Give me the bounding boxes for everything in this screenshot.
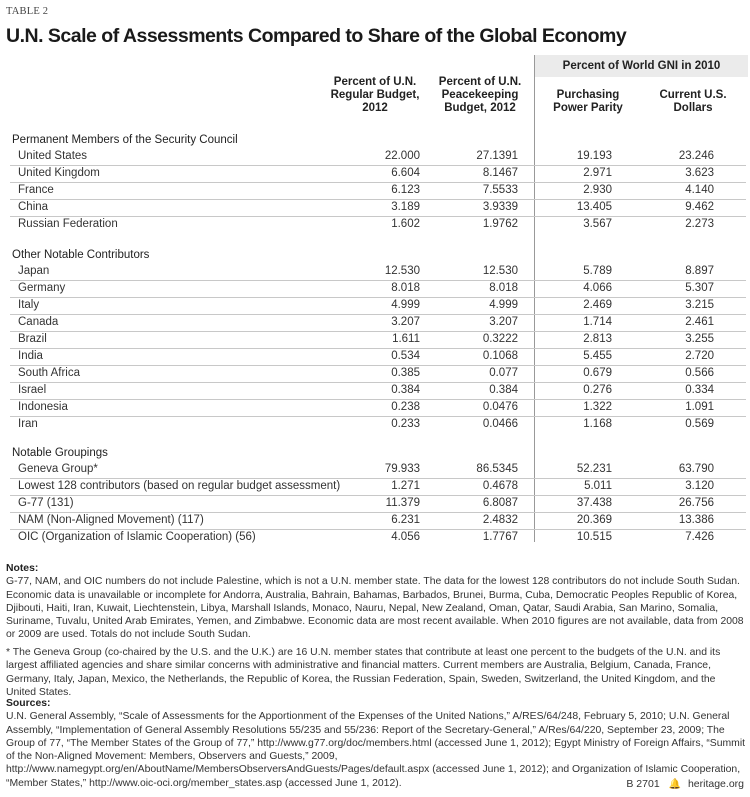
peacekeeping-value: 7.5533 — [482, 184, 518, 196]
usd-value: 2.720 — [685, 350, 714, 362]
row-name: India — [18, 350, 43, 362]
publication-code: B 2701 — [626, 778, 660, 790]
table-row — [10, 462, 746, 479]
col-header-line: Purchasing — [556, 89, 620, 101]
sources-block — [6, 697, 746, 790]
notes-block — [6, 562, 746, 642]
regular-budget-value: 4.056 — [391, 531, 420, 543]
ppp-value: 5.455 — [583, 350, 612, 362]
regular-budget-value: 0.385 — [391, 367, 420, 379]
ppp-value: 4.066 — [583, 282, 612, 294]
peacekeeping-value: 0.384 — [489, 384, 518, 396]
table-row — [10, 281, 746, 298]
table-row — [10, 217, 746, 234]
row-name: Germany — [18, 282, 66, 294]
regular-budget-value: 0.233 — [391, 418, 420, 430]
regular-budget-value: 11.379 — [385, 497, 420, 509]
ppp-value: 2.971 — [583, 167, 612, 179]
table-row — [10, 298, 746, 315]
regular-budget-value: 1.611 — [392, 333, 420, 345]
usd-value: 2.461 — [685, 316, 714, 328]
regular-budget-value: 1.602 — [391, 218, 420, 230]
row-name: Iran — [18, 418, 38, 430]
row-name: Japan — [18, 265, 50, 277]
table-row — [10, 200, 746, 217]
notes-label: Notes: — [6, 563, 39, 574]
row-name: South Africa — [18, 367, 81, 379]
gni-group-header: Percent of World GNI in 2010 — [535, 55, 748, 77]
ppp-value: 20.369 — [576, 514, 612, 526]
ppp-value: 52.231 — [576, 463, 612, 475]
regular-budget-value: 6.123 — [391, 184, 420, 196]
ppp-value: 3.567 — [583, 218, 612, 230]
section-title: Notable Groupings — [12, 447, 108, 459]
usd-value: 0.569 — [685, 418, 714, 430]
row-name: Russian Federation — [18, 218, 118, 230]
table-row — [10, 479, 746, 496]
geneva-footnote: * The Geneva Group (co-chaired by the U.S. and the U.K.) are 16 U.N. member states that contribute at least one percent to the budgets of the U.N. and its largest affiliated agencies and share similar concerns with administrative and financial matters. Current members are Australia, Belgium, Canada, France, Germany, Italy, Japan, Mexico, the Netherlands, the Republic of Korea, the Russian Federation, Spain, Sweden, Switzerland, the United Kingdom, and the United States. — [6, 647, 721, 698]
ppp-value: 1.168 — [583, 418, 612, 430]
peacekeeping-value: 27.1391 — [476, 150, 518, 162]
col-header-line: Power Parity — [553, 102, 623, 114]
ppp-value: 5.789 — [583, 265, 612, 277]
col-header-line: Dollars — [673, 102, 713, 114]
usd-value: 9.462 — [685, 201, 714, 213]
row-name: G-77 (131) — [18, 497, 74, 509]
peacekeeping-value: 0.4678 — [482, 480, 518, 492]
row-name: Israel — [18, 384, 47, 396]
footer — [626, 778, 744, 790]
usd-value: 5.307 — [685, 282, 714, 294]
table-label: TABLE 2 — [6, 6, 49, 17]
regular-budget-value: 1.271 — [391, 480, 420, 492]
row-name: Brazil — [18, 333, 47, 345]
usd-value: 63.790 — [678, 463, 714, 475]
row-name: Canada — [18, 316, 59, 328]
row-name: Italy — [18, 299, 40, 311]
row-name: Lowest 128 contributors (based on regular budget assessment) — [18, 480, 341, 492]
peacekeeping-value: 1.9762 — [482, 218, 518, 230]
peacekeeping-value: 3.9339 — [482, 201, 518, 213]
sources-text: U.N. General Assembly, “Scale of Assessments for the Apportionment of the Expenses of the United Nations,” A/RES/64/248, February 5, 2010; U.N. General Assembly, “Implementation of General Assembly Resolutions 55/235 and 55/236: Report of the Secretary-General,” A/Res/64/220, September 23, 2009; The Group of 77, “The Member States of the Group of 77,” http://www.g77.org/doc/members.html (accessed June 1, 2012); Egypt Ministry of Foreign Affairs, “Summit of the Non-Aligned Movement: Members, Observers and Guests,” 2009, http://www.namegypt.org/en/AboutName/MembersObserversAndGuests/Pages/default.aspx (accessed June 1, 2012); and Organization of Islamic Cooperation, “Member States,” http://www.oic-oci.org/member_states.asp (accessed June 1, 2012). — [6, 711, 746, 789]
regular-budget-value: 12.530 — [384, 265, 420, 277]
usd-value: 7.426 — [685, 531, 714, 543]
table-row — [10, 332, 746, 349]
usd-value: 3.255 — [685, 333, 714, 345]
usd-value: 0.566 — [685, 367, 714, 379]
regular-budget-value: 0.384 — [391, 384, 420, 396]
ppp-value: 37.438 — [576, 497, 612, 509]
peacekeeping-value: 8.1467 — [482, 167, 518, 179]
regular-budget-value: 4.999 — [391, 299, 420, 311]
peacekeeping-value: 1.7767 — [482, 531, 518, 543]
ppp-value: 1.714 — [583, 316, 612, 328]
row-name: Geneva Group* — [18, 463, 98, 475]
table-row — [10, 513, 746, 530]
col-header-line: Percent of U.N. — [333, 76, 417, 88]
regular-budget-value: 3.189 — [391, 201, 420, 213]
usd-value: 0.334 — [685, 384, 714, 396]
peacekeeping-value: 3.207 — [489, 316, 518, 328]
table-row — [10, 417, 746, 434]
ppp-value: 19.193 — [576, 150, 612, 162]
row-name: China — [18, 201, 49, 213]
usd-value: 3.215 — [685, 299, 714, 311]
peacekeeping-value: 2.4832 — [482, 514, 518, 526]
ppp-value: 0.276 — [583, 384, 612, 396]
ppp-value: 13.405 — [576, 201, 612, 213]
regular-budget-value: 6.231 — [391, 514, 420, 526]
usd-value: 3.120 — [685, 480, 714, 492]
sources-label: Sources: — [6, 698, 51, 709]
col-header-line: Current U.S. — [659, 89, 727, 101]
ppp-value: 2.813 — [583, 333, 612, 345]
peacekeeping-value: 12.530 — [482, 265, 518, 277]
regular-budget-value: 6.604 — [391, 167, 420, 179]
regular-budget-value: 22.000 — [384, 150, 420, 162]
peacekeeping-value: 8.018 — [489, 282, 518, 294]
col-header-line: Percent of U.N. — [438, 76, 522, 88]
ppp-value: 1.322 — [583, 401, 612, 413]
usd-value: 2.273 — [685, 218, 714, 230]
peacekeeping-value: 4.999 — [489, 299, 518, 311]
regular-budget-value: 79.933 — [384, 463, 420, 475]
col-header-line: Regular Budget, — [330, 89, 420, 101]
table-row — [10, 530, 746, 547]
usd-value: 13.386 — [678, 514, 714, 526]
usd-value: 23.246 — [678, 150, 714, 162]
col-header-usd — [643, 89, 743, 115]
usd-value: 26.756 — [678, 497, 714, 509]
row-name: United Kingdom — [18, 167, 100, 179]
row-name: United States — [18, 150, 88, 162]
site-link[interactable]: heritage.org — [687, 778, 744, 790]
peacekeeping-value: 0.3222 — [482, 333, 518, 345]
regular-budget-value: 0.534 — [391, 350, 420, 362]
usd-value: 8.897 — [685, 265, 714, 277]
peacekeeping-value: 6.8087 — [482, 497, 518, 509]
usd-value: 3.623 — [685, 167, 714, 179]
table-row — [10, 315, 746, 332]
ppp-value: 0.679 — [583, 367, 612, 379]
col-header-regular-budget — [330, 76, 420, 115]
regular-budget-value: 0.238 — [391, 401, 420, 413]
table-row — [10, 149, 746, 166]
row-name: NAM (Non-Aligned Movement) (117) — [18, 514, 204, 526]
ppp-value: 2.469 — [583, 299, 612, 311]
ppp-value: 10.515 — [576, 531, 612, 543]
usd-value: 4.140 — [685, 184, 714, 196]
usd-value: 1.091 — [685, 401, 714, 413]
peacekeeping-value: 0.0476 — [482, 401, 518, 413]
regular-budget-value: 3.207 — [391, 316, 420, 328]
peacekeeping-value: 86.5345 — [476, 463, 518, 475]
col-header-ppp — [538, 89, 638, 115]
section-title: Permanent Members of the Security Council — [12, 134, 238, 146]
row-name: Indonesia — [18, 401, 68, 413]
section-title: Other Notable Contributors — [12, 249, 150, 261]
liberty-bell-icon: 🔔 — [668, 779, 682, 790]
table-row — [10, 264, 746, 281]
peacekeeping-value: 0.077 — [489, 367, 518, 379]
ppp-value: 2.930 — [583, 184, 612, 196]
row-name: OIC (Organization of Islamic Cooperation) (56) — [18, 531, 256, 543]
table-row — [10, 183, 746, 200]
peacekeeping-value: 0.1068 — [482, 350, 518, 362]
row-name: France — [18, 184, 54, 196]
table-row — [10, 383, 746, 400]
col-header-line: 2012 — [362, 102, 388, 114]
table-row — [10, 496, 746, 513]
col-header-line: Peacekeeping — [441, 89, 519, 101]
table-row — [10, 366, 746, 383]
table-row — [10, 349, 746, 366]
ppp-value: 5.011 — [584, 480, 612, 492]
regular-budget-value: 8.018 — [391, 282, 420, 294]
peacekeeping-value: 0.0466 — [482, 418, 518, 430]
table-row — [10, 400, 746, 417]
col-header-line: Budget, 2012 — [444, 102, 516, 114]
col-header-peacekeeping-budget — [435, 76, 525, 115]
table-row — [10, 166, 746, 183]
notes-text: G-77, NAM, and OIC numbers do not include Palestine, which is not a U.N. member state. The data for the lowest 128 contributors do not include South Sudan. Economic data is unavailable or incomplete for Andorra, Australia, Bahrain, Bahamas, Barbados, Brunei, Burma, Cuba, Democratic Peoples Republic of Korea, Djibouti, Haiti, Iran, Kuwait, Liechtenstein, Libya, Marshall Islands, Monaco, Nauru, Nepal, New Zealand, Oman, Qatar, Saudi Arabia, San Marino, Somalia, Suriname, Tuvalu, United Arab Emirates, Yemen, and Zimbabwe. Economic data are most recent available. When 2010 figures are not available, data from 2008 or 2009 are used. Totals do not include South Sudan. — [6, 576, 744, 641]
page-title: U.N. Scale of Assessments Compared to Share of the Global Economy — [6, 25, 627, 47]
